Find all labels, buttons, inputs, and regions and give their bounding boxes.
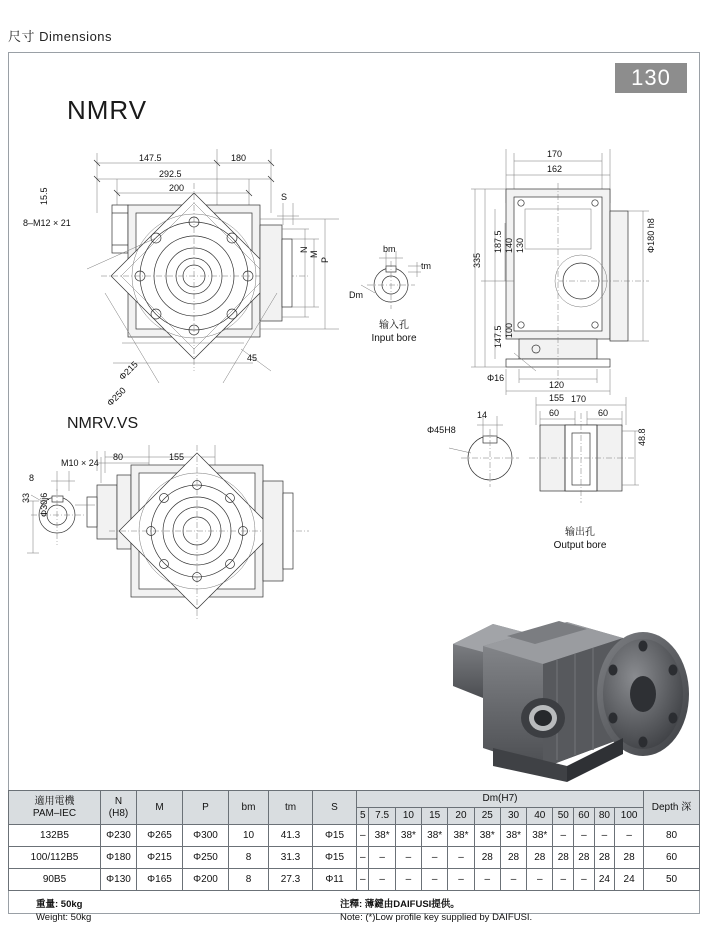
product-photo [447,598,695,793]
cell-dm: – [448,847,474,869]
th-p: P [183,791,229,825]
th-dm-group: Dm(H7) [357,791,644,808]
dim-48-8: 48.8 [637,428,647,446]
cell-dm: 28 [474,847,500,869]
dim-tm: tm [421,261,431,271]
dim-m10x24: M10 × 24 [61,458,99,468]
cell-dm: – [357,847,369,869]
drawing-sheet [8,52,700,914]
cell-tm: 27.3 [269,869,313,891]
cell-tm: 31.3 [269,847,313,869]
cell-dm: – [553,869,574,891]
cell-dm: – [594,825,615,847]
cell-motor: 100/112B5 [9,847,101,869]
dim-side-170: 170 [547,149,563,159]
cell-dm: – [422,847,448,869]
input-bore-caption-cn: 输入孔 [379,320,409,331]
dim-side-162: 162 [547,164,563,174]
cell-p: Φ250 [183,847,229,869]
cell-dm: 28 [500,847,526,869]
dim-side-147-5: 147.5 [493,325,503,348]
cell-s: Φ11 [313,869,357,891]
cell-dm: – [615,825,644,847]
cell-dm: 28 [594,847,615,869]
dim-vs-155: 155 [169,452,185,462]
dim-130: 130 [515,237,525,253]
th-dm-50: 50 [553,808,574,825]
cell-depth: 60 [644,847,700,869]
dim-n: N [299,246,309,253]
output-bore-caption-en: Output bore [553,540,607,551]
th-depth: Depth 深 [644,791,700,825]
output-bore-caption-cn: 输出孔 [565,527,595,538]
table-row [9,869,700,891]
dim-bolt-label: 8–M12 × 21 [23,218,71,228]
th-motor [9,791,101,825]
cell-dm: 38* [422,825,448,847]
dim-out-60-right: 60 [598,408,609,418]
th-dm-30: 30 [500,808,526,825]
cell-dm: 24 [615,869,644,891]
dim-187-5: 187.5 [493,230,503,253]
cell-n: Φ180 [101,847,137,869]
th-n-label: N [114,795,123,807]
cell-dm: 28 [574,847,595,869]
dim-out-14: 14 [477,410,488,420]
th-dm-10: 10 [395,808,421,825]
cell-dm: 28 [553,847,574,869]
cell-dm: 38* [448,825,474,847]
input-bore-caption-en: Input bore [371,333,417,344]
th-dm-80: 80 [594,808,615,825]
cell-p: Φ300 [183,825,229,847]
table-row [9,825,700,847]
weight-note-en: Weight: 50kg [36,912,92,923]
dim-vs-8: 8 [29,473,35,483]
th-dm-25: 25 [474,808,500,825]
weight-note-cn: 重量: 50kg [36,899,83,910]
key-note-cn: 注釋: 薄鍵由DAIFUSI提供。 [340,899,460,910]
th-dm-40: 40 [527,808,553,825]
cell-depth: 80 [644,825,700,847]
dim-angle-45: 45 [247,353,258,363]
cell-motor: 132B5 [9,825,101,847]
cell-p: Φ200 [183,869,229,891]
cell-dm: – [395,869,421,891]
dim-335: 335 [472,252,482,268]
dim-out-60-left: 60 [549,408,560,418]
weight-note [36,898,91,924]
size-badge: 130 [615,63,687,93]
cell-m: Φ165 [137,869,183,891]
th-dm-5: 5 [357,808,369,825]
dimensions-table [8,790,700,891]
dim-120: 120 [549,380,565,390]
cell-dm: – [369,869,395,891]
cell-dm: 38* [395,825,421,847]
cell-dm: – [369,847,395,869]
cell-dm: 28 [527,847,553,869]
cell-dm: – [448,869,474,891]
cell-m: Φ215 [137,847,183,869]
dim-200: 200 [169,183,185,193]
key-note [340,898,532,924]
dim-140: 140 [504,237,514,253]
cell-dm: – [553,825,574,847]
th-bm: bm [229,791,269,825]
cell-bm: 8 [229,869,269,891]
dim-bm: bm [383,244,396,254]
cell-s: Φ15 [313,825,357,847]
th-dm-60: 60 [574,808,595,825]
dim-vs-33: 33 [21,492,31,503]
dim-292-5: 292.5 [159,169,182,179]
cell-dm: 38* [527,825,553,847]
cell-dm: – [574,869,595,891]
dim-pcd-215: Φ215 [117,359,140,383]
cell-dm: – [357,825,369,847]
dim-180: 180 [231,153,247,163]
cell-s: Φ15 [313,847,357,869]
model-title-nmrv: NMRV [67,95,148,125]
th-tm: tm [269,791,313,825]
model-title-nmrv-vs: NMRV.VS [67,415,139,432]
dim-147-5: 147.5 [139,153,162,163]
th-dm-15: 15 [422,808,448,825]
cell-dm: 38* [369,825,395,847]
key-note-en: Note: (*)Low profile key supplied by DAIFUSI. [340,912,533,923]
table-row [9,847,700,869]
cell-dm: – [500,869,526,891]
cell-tm: 41.3 [269,825,313,847]
dim-phi45h8: Φ45H8 [427,425,456,435]
dim-phi180h8: Φ180 h8 [646,218,656,253]
th-s: S [313,791,357,825]
dim-pcd-250: Φ250 [105,385,128,409]
table-header-row-1 [9,791,700,808]
dim-m: M [309,250,319,258]
cell-dm: 28 [615,847,644,869]
cell-dm: 38* [500,825,526,847]
cell-bm: 8 [229,847,269,869]
dim-phi30j6: Φ30j6 [39,492,49,517]
dim-100: 100 [504,322,514,338]
th-dm-7-5: 7.5 [369,808,395,825]
dim-dm: Dm [349,290,363,300]
cell-bm: 10 [229,825,269,847]
cell-dm: 24 [594,869,615,891]
cell-dm: – [527,869,553,891]
dim-phi16: Φ16 [487,373,505,383]
cell-dm: – [422,869,448,891]
th-n [101,791,137,825]
cell-n: Φ130 [101,869,137,891]
th-dm-100: 100 [615,808,644,825]
cell-motor: 90B5 [9,869,101,891]
cell-dm: – [395,847,421,869]
cell-m: Φ265 [137,825,183,847]
dim-out-170: 170 [571,394,587,404]
th-motor-en: PAM–IEC [32,807,77,819]
dim-s: S [281,192,288,202]
page-title: 尺寸 Dimensions [8,29,113,44]
th-n-sub: (H8) [108,807,129,819]
dim-vs-80: 80 [113,452,124,462]
dim-15-5: 15.5 [39,187,49,205]
cell-dm: – [474,869,500,891]
th-dm-20: 20 [448,808,474,825]
cell-dm: – [357,869,369,891]
cell-dm: – [574,825,595,847]
th-m: M [137,791,183,825]
cell-depth: 50 [644,869,700,891]
th-motor-cn: 適用電機 [34,795,75,807]
cell-dm: 38* [474,825,500,847]
cell-n: Φ230 [101,825,137,847]
dim-155: 155 [549,393,565,403]
dim-p: P [320,256,330,263]
